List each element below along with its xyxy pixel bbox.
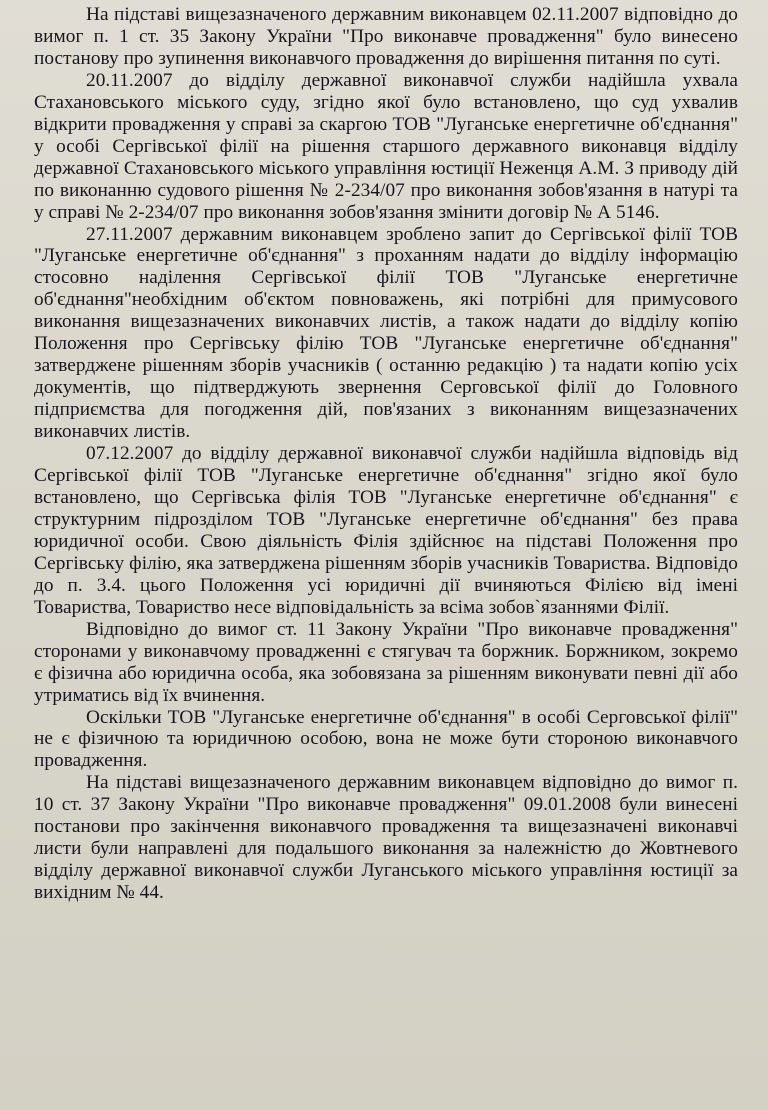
paragraph-information-request: 27.11.2007 державним виконавцем зроблено запит до Сергівської філії ТОВ "Луганське енергетичне об'єднання" з проханням надати до відділу інформацію стосовно наділення Сергівської філії ТОВ "Луганське енергетичне об'єднання"необхідним об'єктом повноважень, які потрібні для примусового виконання вищезазначених виконавчих листів, а також надати до відділу копію Положення про Сергівську філію ТОВ "Луганське енергетичне об'єднання" затверджене рішенням зборів учасників ( останню редакцію ) та надати копію усіх документів, що підтверджують звернення Серговської філії до Головного підприємства для погодження дій, пов'язаних з виконанням вищезазначених виконавчих листів. — [34, 223, 738, 443]
paragraph-conclusion: На підставі вищезазначеного державним виконавцем відповідно до вимог п. 10 ст. 37 Закону України "Про виконавче провадження" 09.01.2008 були винесені постанови про закінчення виконавчого провадження та вищезазначені виконавчі листи були направлені для подальшого виконання за належністю до Жовтневого відділу державної виконавчої служби Луганського міського управління юстиції за вихідним № 44. — [34, 772, 738, 904]
paragraph-branch-response: 07.12.2007 до відділу державної виконавчої служби надійшла відповідь від Сергівської філії ТОВ "Луганське енергетичне об'єднання" згідно якої було встановлено, що Сергівська філія ТОВ "Луганське енергетичне об'єднання" є структурним підрозділом ТОВ "Луганське енергетичне об'єднання" без права юридичної особи. Свою діяльність Філія здійснює на підставі Положення про Сергівську філію, яка затверджена рішенням зборів учасників Товариства. Відповідо до п. 3.4. цього Положення усі юридичні дії вчиняються Філією від імені Товариства, Товариство несе відповідальність за всіма зобов`язаннями Філії. — [34, 443, 738, 618]
paragraph-not-a-party: Оскільки ТОВ "Луганське енергетичне об'єднання" в особі Серговської філії" не є фізичною та юридичною особою, вона не може бути стороною виконавчого провадження. — [34, 706, 738, 772]
paragraph-parties-definition: Відповідно до вимог ст. 11 Закону України "Про виконавче провадження" сторонами у виконавчому провадженні є стягувач та боржник. Боржником, зокремо є фізична або юридична особа, яка зобовязана за рішенням виконувати певні дії або утриматись від їх вчинення. — [34, 618, 738, 706]
paragraph-suspension-decision: На підставі вищезазначеного державним виконавцем 02.11.2007 відповідно до вимог п. 1 ст. 35 Закону України "Про виконавче провадження" було винесено постанову про зупинення виконавчого провадження до вирішення питання по суті. — [34, 4, 738, 69]
paragraph-court-ruling: 20.11.2007 до відділу державної виконавчої служби надійшла ухвала Стахановського міського суду, згідно якої було встановлено, що суд ухвалив відкрити провадження у справі за скаргою ТОВ "Луганське енергетичне об'єднання" у особі Сергівської філії на рішення старшого державного виконавця відділу державної Стахановського міського управління юстиції Неженця А.М. З приводу дій по виконанню судового рішення № 2-234/07 про виконання зобов'язання в натурі та у справі № 2-234/07 про виконання зобов'язання змінити договір № А 5146. — [34, 69, 738, 223]
